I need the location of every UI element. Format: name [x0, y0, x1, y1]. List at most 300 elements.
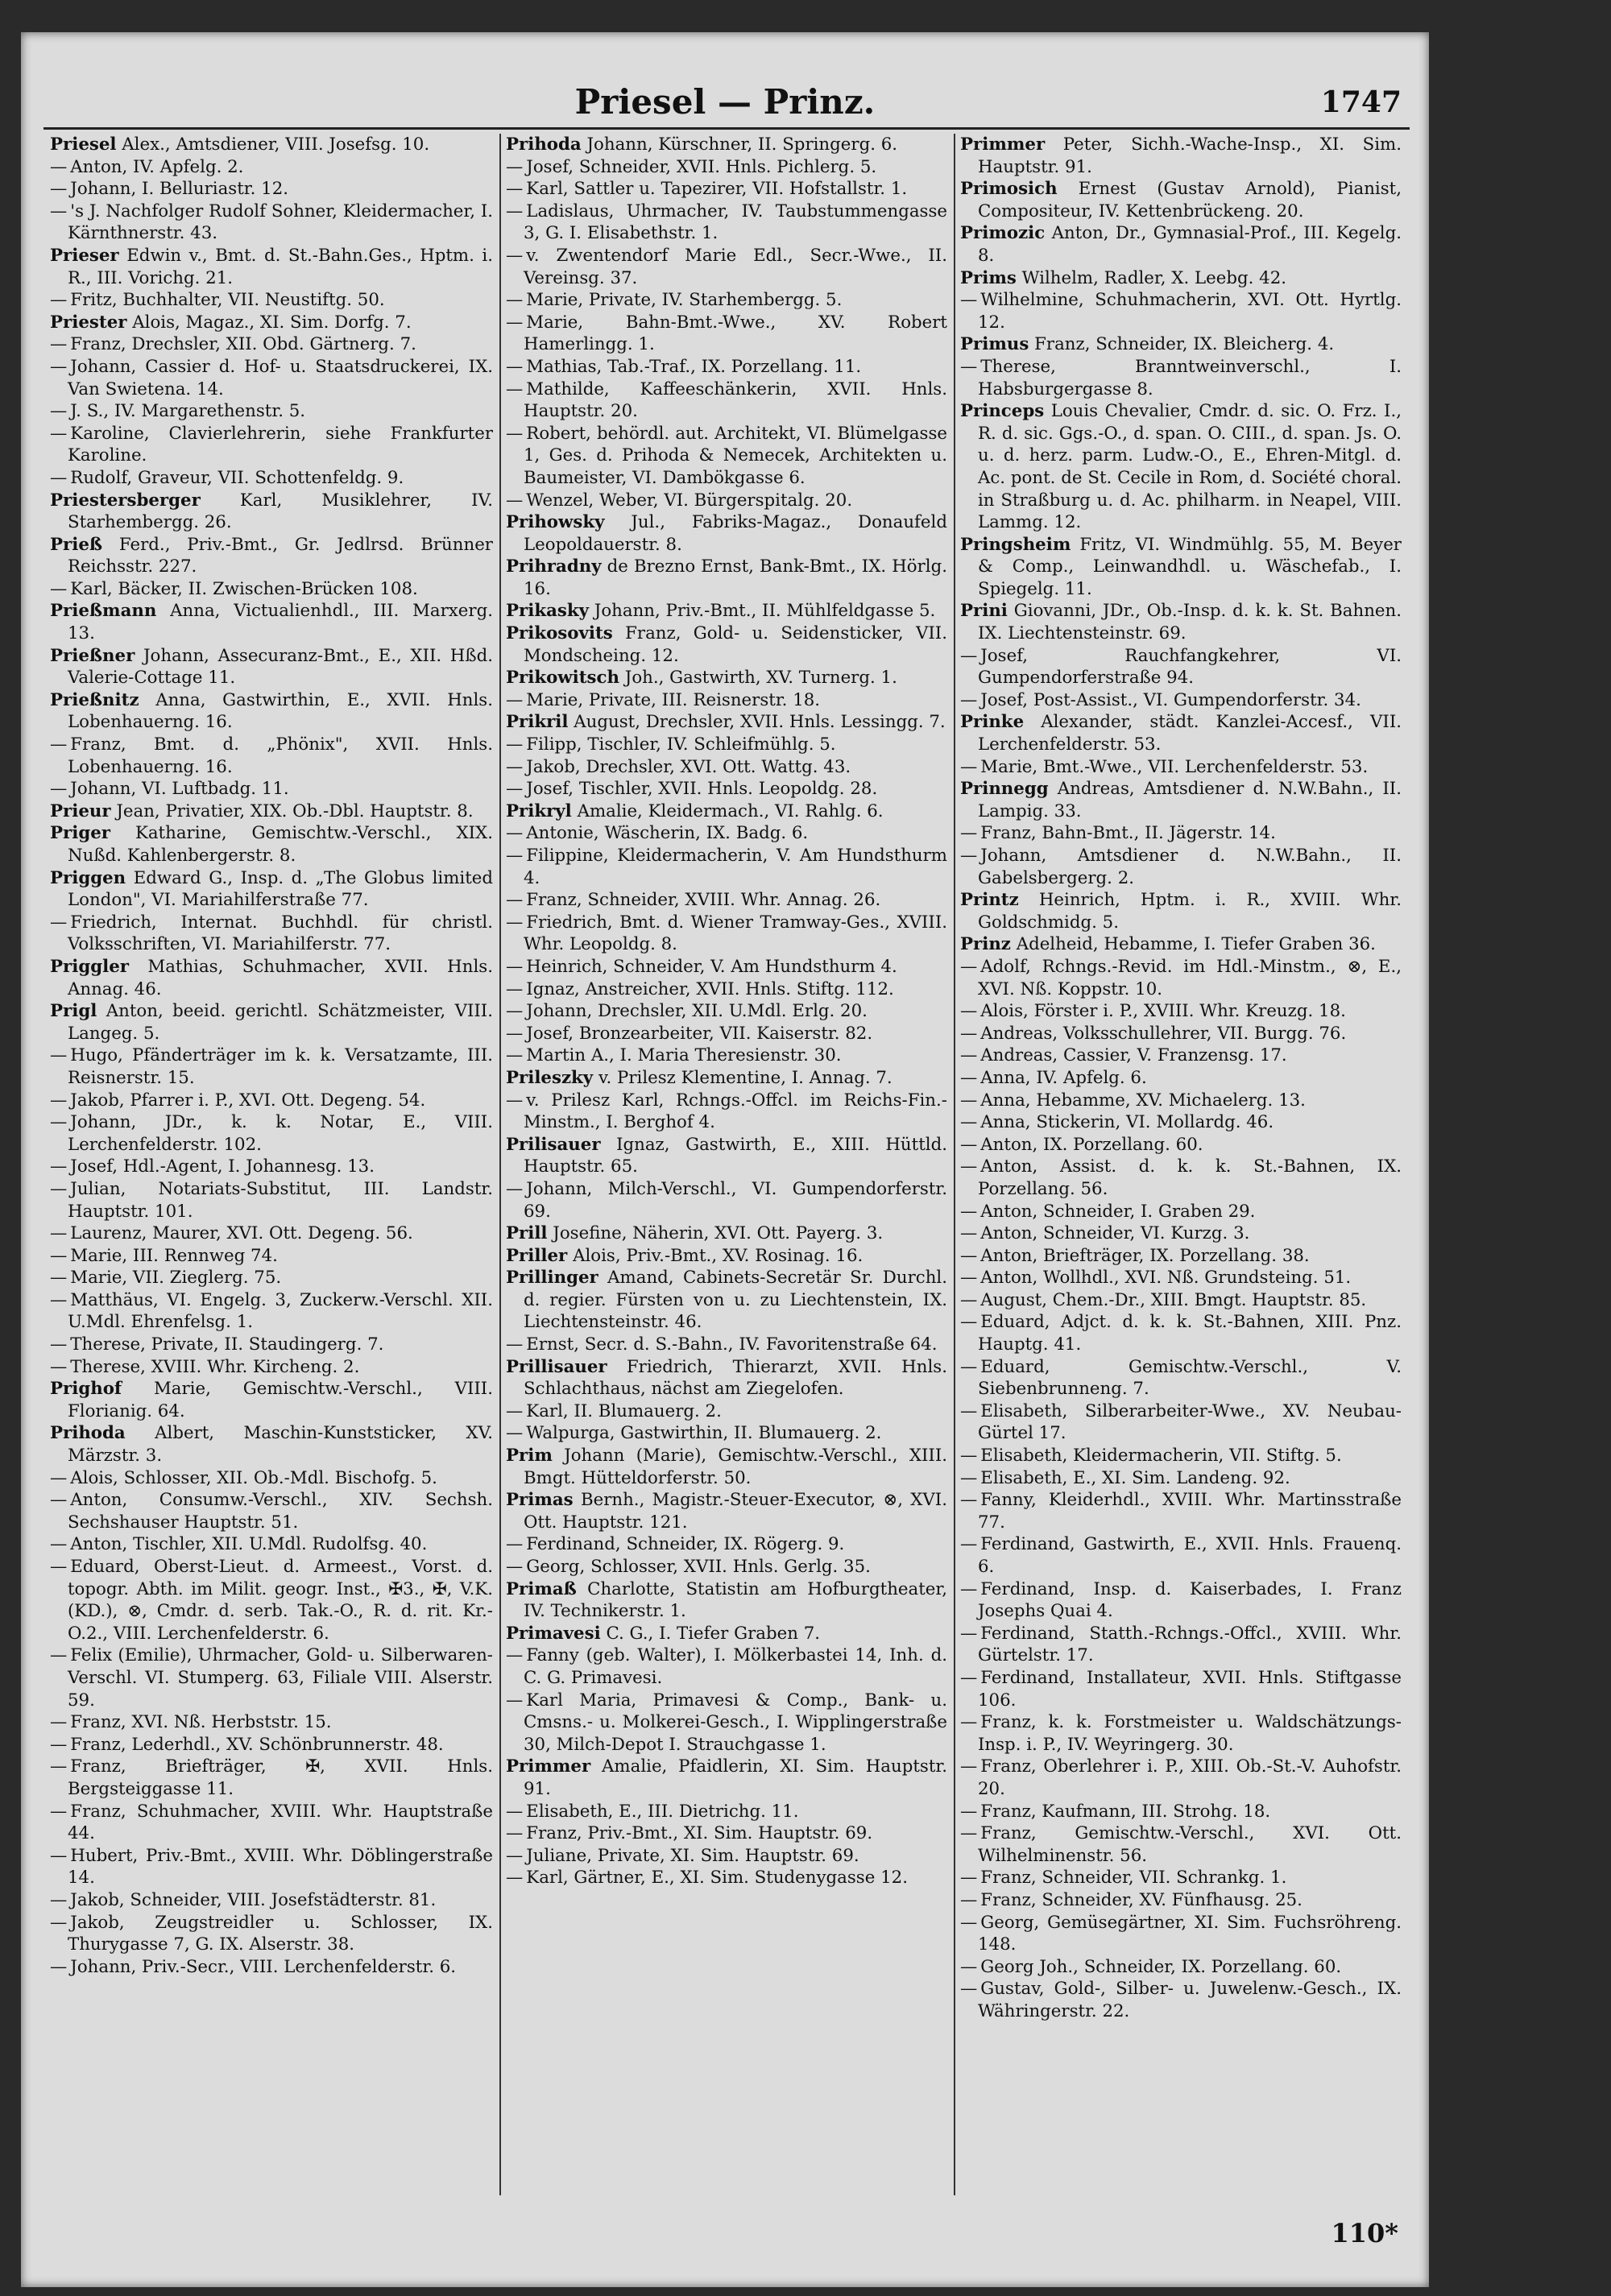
entry-text: Wilhelmine, Schuhmacherin, XVI. Ott. Hyrtlg. 12.	[978, 290, 1402, 333]
directory-entry	[50, 534, 493, 578]
entry-text: 's J. Nachfolger Rudolf Sohner, Kleidermacher, I. Kärnthnerstr. 43.	[68, 201, 493, 244]
entry-dash: —	[506, 1045, 524, 1066]
entry-text: Matthäus, VI. Engelg. 3, Zuckerw.-Verschl. XII. U.Mdl. Ehrenfelsg. 1.	[68, 1289, 493, 1333]
directory-entry	[960, 1756, 1402, 1800]
entry-text: Karl, II. Blumauerg. 2.	[526, 1400, 722, 1421]
entry-dash: —	[50, 201, 68, 221]
entry-text: Mathias, Schuhmacher, XVII. Hnls. Annag. 46.	[68, 956, 493, 999]
entry-text: v. Zwentendorf Marie Edl., Secr.-Wwe., II. Vereinsg. 37.	[524, 245, 947, 288]
entry-dash: —	[960, 356, 978, 377]
directory-entry	[960, 1067, 1402, 1090]
entry-dash: —	[960, 1112, 978, 1133]
entry-text: Karl, Musiklehrer, IV. Starhembergg. 26.	[68, 490, 493, 533]
entry-surname: Prießmann	[50, 601, 157, 622]
entry-dash: —	[960, 1001, 978, 1022]
directory-entry	[50, 1644, 493, 1711]
entry-surname: Primozic	[960, 223, 1046, 244]
entry-text: Anton, IX. Porzellang. 60.	[980, 1134, 1203, 1155]
entry-dash: —	[960, 1245, 978, 1266]
directory-entry	[506, 1822, 947, 1845]
entry-text: Bernh., Magistr.-Steuer-Executor, ⊗, XVI. Ott. Hauptstr. 121.	[524, 1490, 947, 1533]
directory-entry	[50, 1734, 493, 1756]
directory-entry	[50, 1356, 493, 1379]
entry-text: Franz, k. k. Forstmeister u. Waldschätzungs-Insp. i. P., IV. Weyringerg. 30.	[978, 1712, 1402, 1755]
entry-text: Marie, VII. Zieglerg. 75.	[70, 1268, 282, 1289]
entry-dash: —	[506, 846, 524, 866]
directory-entry	[506, 1422, 947, 1445]
entry-text: Josefine, Näherin, XVI. Ott. Payerg. 3.	[553, 1223, 884, 1244]
directory-entry	[50, 1756, 493, 1800]
directory-entry	[506, 600, 947, 623]
directory-entry	[960, 1134, 1402, 1156]
entry-text: Franz, Schneider, VII. Schrankg. 1.	[980, 1868, 1287, 1889]
directory-entry	[50, 1801, 493, 1845]
entry-text: Anna, IV. Apfelg. 6.	[980, 1067, 1147, 1088]
entry-dash: —	[50, 467, 68, 488]
directory-entry	[506, 822, 947, 845]
entry-text: Therese, Private, II. Staudingerg. 7.	[70, 1334, 384, 1355]
entry-text: Josef, Bronzearbeiter, VII. Kaiserstr. 82.	[526, 1023, 873, 1044]
directory-entry	[506, 379, 947, 423]
entry-text: Fritz, Buchhalter, VII. Neustiftg. 50.	[70, 290, 385, 311]
entry-dash: —	[506, 956, 524, 977]
directory-entry	[50, 822, 493, 867]
entry-dash: —	[50, 1334, 68, 1355]
directory-entry	[960, 1822, 1402, 1867]
entry-dash: —	[506, 201, 524, 221]
directory-entry	[506, 1690, 947, 1756]
entry-surname: Prinz	[960, 934, 1011, 955]
entry-dash: —	[960, 1823, 978, 1844]
entry-dash: —	[960, 1090, 978, 1111]
entry-dash: —	[960, 1201, 978, 1222]
directory-entry	[50, 134, 493, 156]
directory-entry	[506, 1178, 947, 1222]
directory-entry	[960, 134, 1402, 178]
directory-entry	[50, 1178, 493, 1222]
directory-entry	[960, 778, 1402, 822]
entry-dash: —	[960, 1956, 978, 1977]
entry-dash: —	[506, 1001, 524, 1022]
directory-entry	[506, 1023, 947, 1045]
entry-text: Friedrich, Thierarzt, XVII. Hnls. Schlachthaus, nächst am Ziegelofen.	[524, 1356, 947, 1400]
entry-surname: Printz	[960, 890, 1019, 911]
entry-text: Fritz, VI. Windmühlg. 55, M. Beyer & Comp., Leinwandhdl. u. Wäschefab., I. Spiegelg. 11.	[978, 534, 1402, 599]
entry-text: Anton, Schneider, VI. Kurzg. 3.	[980, 1223, 1250, 1244]
entry-surname: Prillisauer	[506, 1356, 607, 1377]
directory-entry	[960, 1867, 1402, 1889]
entry-text: Anna, Stickerin, VI. Mollardg. 46.	[980, 1112, 1274, 1133]
entry-dash: —	[50, 1734, 68, 1755]
entry-text: Johann, Cassier d. Hof- u. Staatsdruckerei, IX. Van Swietena. 14.	[68, 356, 493, 399]
directory-entry	[50, 645, 493, 689]
entry-text: Adelheid, Hebamme, I. Tiefer Graben 36.	[1016, 934, 1376, 955]
entry-dash: —	[50, 1534, 68, 1555]
entry-text: Georg, Gemüsegärtner, XI. Sim. Fuchsröhreng. 148.	[978, 1912, 1402, 1955]
entry-surname: Prieß	[50, 534, 103, 555]
entry-text: Louis Chevalier, Cmdr. d. sic. O. Frz. I., R. d. sic. Ggs.-O., d. span. O. CIII., d. span. Js. O. u. d. herz. parm. Ludw.-O., E., Ehren-Mitgl. d. Ac. pont. de St. Cecile in Rom, d. Société choral. in Straßburg u. d. Ac. philharm. in Neapel, VIII. Lammg. 12.	[978, 401, 1402, 533]
entry-dash: —	[506, 312, 524, 333]
entry-dash: —	[960, 1134, 978, 1155]
entry-text: Joh., Gastwirth, XV. Turnerg. 1.	[624, 668, 897, 689]
entry-text: Anna, Gastwirthin, E., XVII. Hnls. Lobenhauerng. 16.	[68, 689, 493, 733]
entry-text: Jean, Privatier, XIX. Ob.-Dbl. Hauptstr. 8.	[116, 800, 474, 821]
entry-dash: —	[506, 1690, 524, 1711]
entry-text: Anton, Wollhdl., XVI. Nß. Grundsteing. 51.	[980, 1268, 1352, 1289]
entry-dash: —	[50, 1045, 68, 1066]
directory-entry	[506, 1000, 947, 1023]
entry-text: Jakob, Pfarrer i. P., XVI. Ott. Degeng. 54.	[70, 1090, 426, 1111]
entry-text: Johann, Priv.-Bmt., II. Mühlfeldgasse 5.	[594, 601, 936, 622]
entry-surname: Prießner	[50, 645, 135, 666]
entry-surname: Primmer	[506, 1756, 591, 1777]
entry-surname: Prikryl	[506, 800, 572, 821]
entry-text: Martin A., I. Maria Theresienstr. 30.	[526, 1045, 842, 1066]
entry-dash: —	[506, 1400, 524, 1421]
entry-text: Johann, JDr., k. k. Notar, E., VIII. Lerchenfelderstr. 102.	[68, 1112, 493, 1155]
directory-entry	[506, 1400, 947, 1423]
entry-text: Anton, Consumw.-Verschl., XIV. Sechsh. Sechshauser Hauptstr. 51.	[68, 1490, 493, 1533]
directory-entry	[960, 1489, 1402, 1533]
directory-entry	[506, 289, 947, 312]
directory-entry	[50, 1245, 493, 1268]
entry-dash: —	[506, 978, 524, 999]
entry-surname: Prieur	[50, 800, 111, 821]
directory-entry	[50, 467, 493, 490]
entry-text: Elisabeth, Silberarbeiter-Wwe., XV. Neubau-Gürtel 17.	[978, 1400, 1402, 1444]
entry-dash: —	[960, 1667, 978, 1688]
directory-entry	[506, 1222, 947, 1245]
entry-text: Alex., Amtsdiener, VIII. Josefsg. 10.	[122, 134, 430, 155]
entry-text: Eduard, Adjct. d. k. k. St.-Bahnen, XIII. Pnz. Hauptg. 41.	[978, 1312, 1402, 1355]
entry-dash: —	[50, 1223, 68, 1244]
entry-text: Hugo, Pfänderträger im k. k. Versatzamte, III. Reisnerstr. 15.	[68, 1045, 493, 1088]
directory-entry	[506, 689, 947, 712]
entry-text: Adolf, Rchngs.-Revid. im Hdl.-Minstm., ⊗, E., XVI. Nß. Koppstr. 10.	[978, 956, 1402, 999]
entry-text: Johann, Milch-Verschl., VI. Gumpendorferstr. 69.	[524, 1178, 947, 1222]
directory-entry	[50, 734, 493, 778]
entry-dash: —	[50, 401, 68, 422]
directory-entry	[50, 423, 493, 467]
directory-entry	[50, 1533, 493, 1556]
directory-entry	[506, 423, 947, 490]
entry-text: Hubert, Priv.-Bmt., XVIII. Whr. Döblingerstraße 14.	[68, 1845, 493, 1889]
directory-entry	[960, 1090, 1402, 1112]
directory-entry	[506, 1533, 947, 1556]
entry-text: Friedrich, Bmt. d. Wiener Tramway-Ges., XVIII. Whr. Leopoldg. 8.	[524, 912, 947, 955]
entry-dash: —	[506, 1023, 524, 1044]
entry-dash: —	[960, 1156, 978, 1177]
entry-text: Franz, Schneider, XV. Fünfhausg. 25.	[980, 1889, 1302, 1910]
entry-text: Franz, Gold- u. Seidensticker, VII. Mondscheing. 12.	[524, 623, 947, 666]
directory-entry	[506, 778, 947, 800]
entry-text: Andreas, Volksschullehrer, VII. Burgg. 76.	[980, 1023, 1347, 1044]
directory-entry	[960, 1889, 1402, 1912]
entry-text: Marie, Private, IV. Starhembergg. 5.	[526, 290, 843, 311]
entry-dash: —	[50, 1178, 68, 1199]
directory-entry	[506, 956, 947, 978]
entry-surname: Prießnitz	[50, 689, 139, 710]
entry-text: Eduard, Gemischtw.-Verschl., V. Siebenbrunneng. 7.	[978, 1356, 1402, 1400]
entry-text: Franz, Drechsler, XII. Obd. Gärtnerg. 7.	[70, 334, 416, 355]
directory-entry	[960, 1912, 1402, 1956]
entry-text: Karoline, Clavierlehrerin, siehe Frankfurter Karoline.	[68, 423, 493, 466]
directory-entry	[50, 956, 493, 1000]
entry-text: Franz, Gemischtw.-Verschl., XVI. Ott. Wilhelminenstr. 56.	[978, 1823, 1402, 1866]
directory-page	[21, 32, 1429, 2287]
directory-entry	[506, 490, 947, 512]
directory-entry	[960, 1533, 1402, 1578]
directory-entry	[960, 845, 1402, 889]
directory-entry	[50, 1422, 493, 1467]
entry-text: Franz, Oberlehrer i. P., XIII. Ob.-St.-V. Auhofstr. 20.	[978, 1756, 1402, 1799]
directory-entry	[960, 689, 1402, 712]
entry-dash: —	[506, 779, 524, 800]
entry-dash: —	[960, 1912, 978, 1933]
directory-entry	[506, 889, 947, 912]
entry-dash: —	[50, 334, 68, 355]
directory-entry	[506, 1489, 947, 1533]
directory-entry	[50, 912, 493, 956]
directory-entry	[960, 222, 1402, 267]
entry-text: Anton, beeid. gerichtl. Schätzmeister, VIII. Langeg. 5.	[68, 1001, 493, 1044]
entry-dash: —	[506, 1868, 524, 1889]
entry-text: de Brezno Ernst, Bank-Bmt., IX. Hörlg. 16.	[524, 556, 947, 599]
running-head: Priesel — Prinz.	[574, 82, 876, 122]
directory-entry	[960, 1356, 1402, 1400]
directory-entry	[960, 534, 1402, 601]
entry-surname: Prihoda	[50, 1423, 126, 1444]
entry-text: Marie, Bmt.-Wwe., VII. Lerchenfelderstr. 53.	[980, 756, 1369, 777]
directory-entry	[506, 156, 947, 179]
entry-text: Karl, Gärtner, E., XI. Sim. Studenygasse 12.	[526, 1868, 908, 1889]
directory-entry	[960, 1578, 1402, 1623]
entry-text: Ernest (Gustav Arnold), Pianist, Compositeur, IV. Kettenbrückeng. 20.	[978, 179, 1402, 221]
directory-entry	[50, 1912, 493, 1956]
entry-dash: —	[506, 1090, 524, 1111]
entry-text: Giovanni, JDr., Ob.-Insp. d. k. k. St. Bahnen. IX. Liechtensteinstr. 69.	[978, 601, 1402, 644]
entry-text: Antonie, Wäscherin, IX. Badg. 6.	[526, 823, 809, 844]
entry-text: Marie, III. Rennweg 74.	[70, 1245, 278, 1266]
directory-entry	[506, 1845, 947, 1868]
entry-text: Juliane, Private, XI. Sim. Hauptstr. 69.	[526, 1845, 859, 1866]
directory-entry	[506, 556, 947, 600]
entry-surname: Prilisauer	[506, 1134, 601, 1155]
directory-entry	[506, 134, 947, 156]
entry-text: Alois, Förster i. P., XVIII. Whr. Kreuzg. 18.	[980, 1001, 1346, 1022]
directory-entry	[506, 1267, 947, 1334]
entry-dash: —	[50, 1645, 68, 1666]
entry-text: Alexander, städt. Kanzlei-Accesf., VII. Lerchenfelderstr. 53.	[978, 712, 1402, 755]
directory-entry	[960, 822, 1402, 845]
entry-text: Karl, Sattler u. Tapezirer, VII. Hofstallstr. 1.	[526, 179, 908, 200]
entry-dash: —	[50, 1156, 68, 1177]
entry-surname: Priester	[50, 312, 127, 333]
entry-dash: —	[50, 1289, 68, 1310]
entry-text: Josef, Tischler, XVII. Hnls. Leopoldg. 28.	[526, 779, 878, 800]
entry-text: Marie, Bahn-Bmt.-Wwe., XV. Robert Hamerlingg. 1.	[524, 312, 947, 355]
entry-text: Robert, behördl. aut. Architekt, VI. Blümelgasse 1, Ges. d. Prihoda & Nemecek, Architekten u. Baumeister, VI. Dambökgasse 6.	[524, 423, 947, 488]
entry-dash: —	[960, 1868, 978, 1889]
directory-entry	[506, 1623, 947, 1645]
directory-entry	[50, 1156, 493, 1178]
directory-entry	[960, 1400, 1402, 1445]
entry-dash: —	[50, 1801, 68, 1822]
directory-entry	[960, 1201, 1402, 1223]
entry-text: Johann, Assecuranz-Bmt., E., XII. Hßd. Valerie-Cottage 11.	[68, 645, 493, 689]
entry-text: Jakob, Zeugstreidler u. Schlosser, IX. Thurygasse 7, G. IX. Alserstr. 38.	[68, 1912, 493, 1955]
entry-dash: —	[960, 1356, 978, 1377]
entry-text: C. G., I. Tiefer Graben 7.	[606, 1623, 821, 1644]
entry-surname: Primas	[506, 1490, 574, 1511]
header-rule	[43, 127, 1410, 130]
directory-entry	[50, 778, 493, 800]
entry-surname: Prigl	[50, 1001, 97, 1022]
directory-entry	[50, 1845, 493, 1889]
directory-entry	[960, 933, 1402, 956]
entry-dash: —	[506, 734, 524, 755]
entry-text: Georg, Schlosser, XVII. Hnls. Gerlg. 35.	[526, 1557, 871, 1577]
directory-entry	[50, 800, 493, 823]
directory-entry	[506, 734, 947, 756]
entry-text: Johann (Marie), Gemischtw.-Verschl., XIII. Bmgt. Hütteldorferstr. 50.	[524, 1446, 947, 1488]
directory-entry	[506, 845, 947, 889]
entry-text: Gustav, Gold-, Silber- u. Juwelenw.-Gesch., IX. Währingerstr. 22.	[978, 1979, 1402, 2021]
directory-entry	[50, 178, 493, 201]
directory-entry	[960, 600, 1402, 644]
entry-dash: —	[50, 1490, 68, 1511]
directory-entry	[50, 1378, 493, 1422]
entry-text: Ferdinand, Gastwirth, E., XVII. Hnls. Frauenq. 6.	[978, 1534, 1402, 1577]
entry-dash: —	[960, 1490, 978, 1511]
entry-dash: —	[960, 1889, 978, 1910]
entry-dash: —	[960, 823, 978, 844]
directory-columns	[45, 134, 1410, 2195]
entry-text: Friedrich, Internat. Buchhdl. für christl. Volksschriften, VI. Mariahilferstr. 77.	[68, 912, 493, 955]
entry-text: Anton, Briefträger, IX. Porzellang. 38.	[980, 1245, 1310, 1266]
entry-text: Anton, IV. Apfelg. 2.	[70, 156, 244, 177]
entry-dash: —	[50, 290, 68, 311]
entry-dash: —	[50, 1889, 68, 1910]
entry-dash: —	[506, 490, 524, 511]
entry-dash: —	[960, 1268, 978, 1289]
directory-entry	[506, 623, 947, 667]
directory-entry	[960, 1667, 1402, 1711]
directory-entry	[506, 912, 947, 956]
entry-text: Karl, Bäcker, II. Zwischen-Brücken 108.	[70, 578, 418, 599]
entry-dash: —	[960, 645, 978, 666]
entry-dash: —	[50, 423, 68, 444]
entry-text: Jakob, Schneider, VIII. Josefstädterstr. 81.	[70, 1889, 437, 1910]
directory-entry	[960, 956, 1402, 1000]
directory-entry	[506, 800, 947, 823]
entry-dash: —	[50, 912, 68, 933]
entry-text: Franz, Schuhmacher, XVIII. Whr. Hauptstraße 44.	[68, 1801, 493, 1844]
directory-entry	[506, 1801, 947, 1823]
entry-text: Franz, Kaufmann, III. Strohg. 18.	[980, 1801, 1271, 1822]
entry-surname: Prims	[960, 267, 1017, 288]
entry-surname: Priggen	[50, 867, 126, 888]
directory-entry	[50, 1090, 493, 1112]
entry-dash: —	[50, 1912, 68, 1933]
entry-dash: —	[960, 1756, 978, 1777]
entry-dash: —	[960, 1801, 978, 1822]
entry-surname: Prihowsky	[506, 512, 605, 533]
entry-dash: —	[506, 1334, 524, 1355]
entry-text: Josef, Schneider, XVII. Hnls. Pichlerg. 5.	[526, 156, 877, 177]
entry-dash: —	[50, 156, 68, 177]
entry-text: August, Drechsler, XVII. Hnls. Lessingg. 7.	[574, 712, 946, 733]
entry-text: Ferd., Priv.-Bmt., Gr. Jedlrsd. Brünner Reichsstr. 227.	[68, 534, 493, 577]
directory-entry	[960, 178, 1402, 222]
entry-text: Anton, Assist. d. k. k. St.-Bahnen, IX. Porzellang. 56.	[978, 1156, 1402, 1199]
entry-dash: —	[50, 1356, 68, 1377]
entry-dash: —	[50, 1956, 68, 1977]
entry-surname: Prihradny	[506, 556, 602, 577]
entry-text: Elisabeth, E., III. Dietrichg. 11.	[526, 1801, 799, 1822]
entry-text: Edward G., Insp. d. „The Globus limited London", VI. Mariahilferstraße 77.	[68, 867, 493, 911]
entry-text: Ernst, Secr. d. S.-Bahn., IV. Favoritenstraße 64.	[526, 1334, 938, 1355]
entry-text: Felix (Emilie), Uhrmacher, Gold- u. Silberwaren-Verschl. VI. Stumperg. 63, Filiale VIII. Alserstr. 59.	[68, 1645, 493, 1711]
directory-entry	[960, 1956, 1402, 1979]
entry-text: Filippine, Kleidermacherin, V. Am Hundsthurm 4.	[524, 846, 947, 888]
entry-text: Julian, Notariats-Substitut, III. Landstr. Hauptstr. 101.	[68, 1178, 493, 1222]
directory-entry	[506, 201, 947, 245]
entry-dash: —	[960, 1067, 978, 1088]
directory-entry	[50, 1222, 493, 1245]
entry-surname: Priller	[506, 1245, 568, 1266]
directory-entry	[960, 1267, 1402, 1289]
entry-dash: —	[506, 689, 524, 710]
entry-surname: Primus	[960, 334, 1029, 355]
entry-text: Johann, Amtsdiener d. N.W.Bahn., II. Gabelsbergerg. 2.	[978, 846, 1402, 888]
entry-text: Walpurga, Gastwirthin, II. Blumauerg. 2.	[526, 1423, 882, 1444]
directory-entry	[506, 1356, 947, 1400]
directory-entry	[960, 1311, 1402, 1355]
directory-entry	[506, 178, 947, 201]
directory-entry	[50, 1045, 493, 1089]
entry-text: v. Prilesz Karl, Rchngs.-Offcl. im Reichs-Fin.-Minstm., I. Berghof 4.	[524, 1090, 947, 1133]
directory-entry	[960, 1045, 1402, 1067]
directory-entry	[960, 756, 1402, 779]
directory-entry	[960, 1023, 1402, 1045]
directory-entry	[960, 1467, 1402, 1490]
directory-entry	[50, 1111, 493, 1156]
entry-dash: —	[960, 1223, 978, 1244]
entry-dash: —	[50, 1467, 68, 1488]
entry-text: Laurenz, Maurer, XVI. Ott. Degeng. 56.	[70, 1223, 413, 1244]
entry-text: Albert, Maschin-Kunststicker, XV. Märzstr. 3.	[68, 1423, 493, 1467]
entry-dash: —	[506, 156, 524, 177]
directory-entry	[506, 511, 947, 556]
entry-text: Amand, Cabinets-Secretär Sr. Durchl. d. regier. Fürsten von u. zu Liechtenstein, IX. Liechtensteinstr. 46.	[524, 1268, 947, 1333]
entry-text: Andreas, Cassier, V. Franzensg. 17.	[980, 1045, 1287, 1066]
entry-text: Josef, Hdl.-Agent, I. Johannesg. 13.	[70, 1156, 375, 1177]
entry-surname: Prini	[960, 601, 1008, 622]
directory-entry	[960, 1289, 1402, 1312]
directory-entry	[506, 1578, 947, 1623]
entry-dash: —	[960, 756, 978, 777]
entry-text: Elisabeth, Kleidermacherin, VII. Stiftg. 5.	[980, 1446, 1342, 1467]
entry-dash: —	[506, 245, 524, 266]
entry-text: Ignaz, Gastwirth, E., XIII. Hüttld. Hauptstr. 65.	[524, 1134, 947, 1177]
directory-entry	[50, 289, 493, 312]
directory-entry	[506, 312, 947, 356]
entry-text: Rudolf, Graveur, VII. Schottenfeldg. 9.	[70, 467, 404, 488]
entry-dash: —	[50, 356, 68, 377]
entry-text: Alois, Magaz., XI. Sim. Dorfg. 7.	[132, 312, 412, 333]
entry-dash: —	[50, 1712, 68, 1733]
